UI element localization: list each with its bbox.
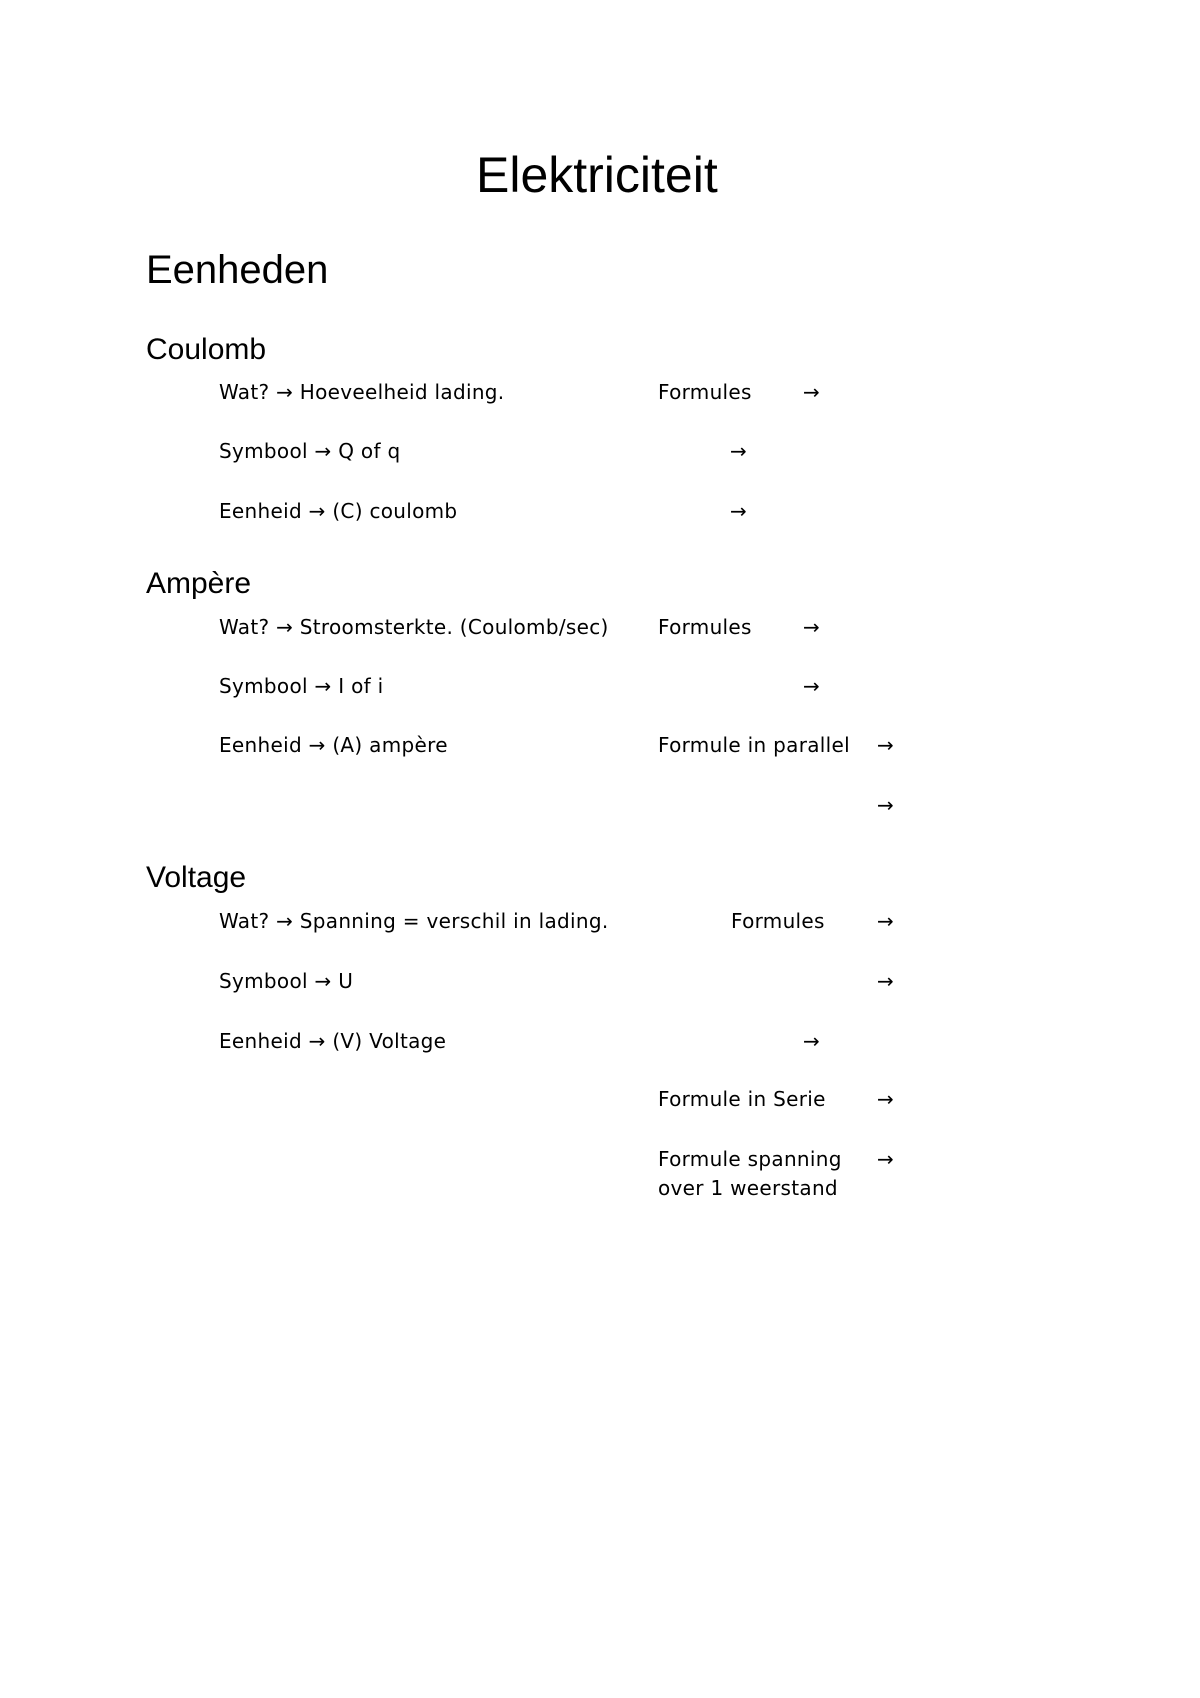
coulomb-eenheid: Eenheid → (C) coulomb	[219, 499, 458, 523]
arrow-icon: →	[803, 1029, 820, 1053]
arrow-icon: →	[877, 909, 894, 933]
arrow-icon: →	[877, 969, 894, 993]
arrow-icon: →	[877, 1147, 894, 1171]
voltage-spanning-label-line2: over 1 weerstand	[658, 1176, 838, 1200]
arrow-icon: →	[803, 615, 820, 639]
voltage-symbool: Symbool → U	[219, 969, 354, 993]
page-title: Elektriciteit	[476, 147, 718, 203]
ampere-eenheid: Eenheid → (A) ampère	[219, 733, 448, 757]
ampere-formules-label: Formules	[658, 615, 752, 639]
section-heading-eenheden: Eenheden	[146, 248, 329, 292]
subheading-coulomb: Coulomb	[146, 333, 267, 366]
arrow-icon: →	[803, 380, 820, 404]
coulomb-formules-label: Formules	[658, 380, 752, 404]
arrow-icon: →	[803, 674, 820, 698]
coulomb-wat: Wat? → Hoeveelheid lading.	[219, 380, 505, 404]
subheading-voltage: Voltage	[146, 861, 247, 894]
coulomb-symbool: Symbool → Q of q	[219, 439, 401, 463]
arrow-icon: →	[877, 793, 894, 817]
subheading-ampere: Ampère	[146, 567, 252, 600]
arrow-icon: →	[877, 1087, 894, 1111]
ampere-symbool: Symbool → I of i	[219, 674, 384, 698]
arrow-icon: →	[877, 733, 894, 757]
ampere-wat: Wat? → Stroomsterkte. (Coulomb/sec)	[219, 615, 609, 639]
voltage-serie-label: Formule in Serie	[658, 1087, 826, 1111]
voltage-eenheid: Eenheid → (V) Voltage	[219, 1029, 447, 1053]
arrow-icon: →	[730, 499, 747, 523]
ampere-parallel-label: Formule in parallel	[658, 733, 850, 757]
voltage-formules-label: Formules	[731, 909, 825, 933]
arrow-icon: →	[730, 439, 747, 463]
voltage-wat: Wat? → Spanning = verschil in lading.	[219, 909, 609, 933]
voltage-spanning-label-line1: Formule spanning	[658, 1147, 842, 1171]
